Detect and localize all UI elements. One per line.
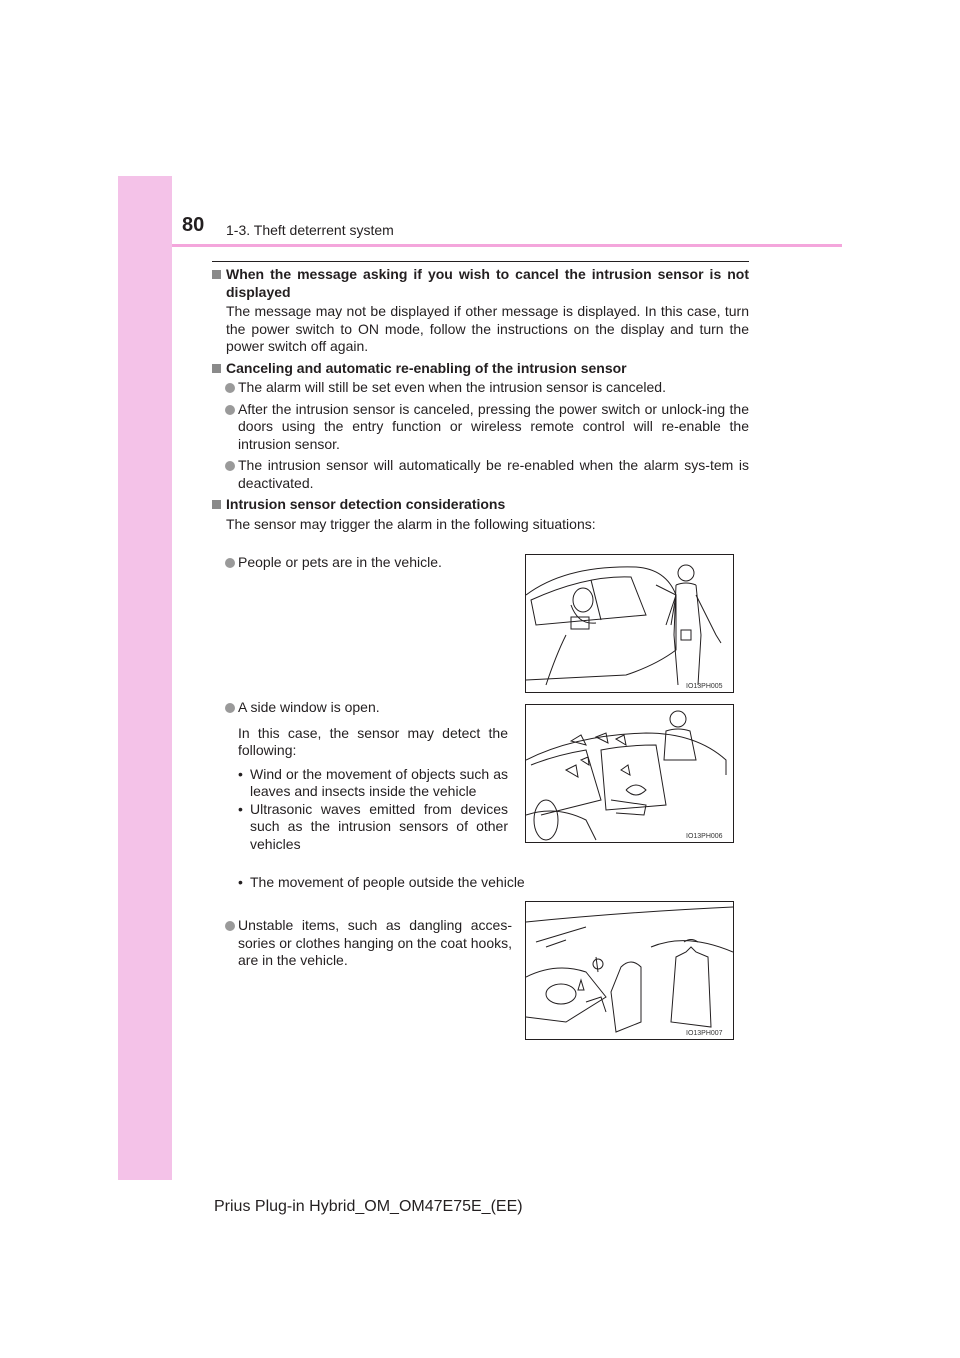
- round-bullet-icon: [225, 703, 235, 713]
- main-content: [212, 266, 749, 537]
- illustration-people-pets: [525, 554, 734, 693]
- heading-canceling: Canceling and automatic re-enabling of the intrusion sensor: [212, 360, 749, 378]
- sub-item-people-outside: • The movement of people outside the vehicle: [238, 874, 638, 892]
- heading-message-not-displayed: When the message asking if you wish to cancel the intrusion sensor is not displayed: [212, 266, 749, 301]
- square-bullet-icon: [212, 500, 221, 509]
- side-tab-bar: [118, 176, 172, 1180]
- bullet-item: The intrusion sensor will automatically be re-enabled when the alarm sys-tem is deactivated.: [212, 457, 749, 492]
- round-bullet-icon: [225, 383, 235, 393]
- illustration-code: IO13PH007: [686, 1030, 723, 1037]
- round-bullet-icon: [225, 461, 235, 471]
- situation-unstable-items: Unstable items, such as dangling acces-sories or clothes hanging on the coat hooks, are in the vehicle.: [212, 917, 512, 970]
- heading-detection-considerations: Intrusion sensor detection considerations: [212, 496, 749, 514]
- paragraph: The message may not be displayed if other message is displayed. In this case, turn the power switch to ON mode, follow the instructions on the display and turn the power switch off again.: [226, 303, 749, 354]
- illustration-window-open: [525, 704, 734, 843]
- car-interior-hanging-items-image: [526, 902, 733, 1039]
- header-rule: [172, 244, 842, 247]
- page-number: 80: [182, 214, 205, 236]
- illustration-unstable-items: [525, 901, 734, 1040]
- illustration-code: IO13PH006: [686, 833, 723, 840]
- bullet-item: After the intrusion sensor is canceled, pressing the power switch or unlock-ing the doors using the entry function or wireless remote control will re-enable the intrusion sensor.: [212, 401, 749, 454]
- square-bullet-icon: [212, 364, 221, 373]
- footer-document-id: Prius Plug-in Hybrid_OM_OM47E75E_(EE): [214, 1198, 523, 1215]
- car-with-dog-and-person-image: [526, 555, 733, 692]
- sub-item: • Ultrasonic waves emitted from devices such as the intrusion sensors of other vehicles: [238, 801, 508, 854]
- paragraph: The sensor may trigger the alarm in the following situations:: [226, 515, 596, 532]
- round-bullet-icon: [225, 558, 235, 568]
- situation-people-pets: People or pets are in the vehicle.: [212, 554, 512, 572]
- car-open-window-image: [526, 705, 733, 842]
- content-rule: [212, 261, 749, 262]
- bullet-item: The alarm will still be set even when the intrusion sensor is canceled.: [212, 379, 749, 397]
- situation-window-open: A side window is open. In this case, the sensor may detect the following: • Wind or the movement of objects such as leaves and insects inside the vehicle • Ultrasonic waves emitted from devices such as the intrusion sensors of other vehicles: [212, 699, 508, 853]
- round-bullet-icon: [225, 405, 235, 415]
- situation-note: In this case, the sensor may detect the following:: [238, 724, 508, 758]
- square-bullet-icon: [212, 270, 221, 279]
- section-title: 1-3. Theft deterrent system: [226, 222, 394, 238]
- sub-item: • Wind or the movement of objects such as leaves and insects inside the vehicle: [238, 766, 508, 801]
- round-bullet-icon: [225, 921, 235, 931]
- illustration-code: IO13PH005: [686, 683, 723, 690]
